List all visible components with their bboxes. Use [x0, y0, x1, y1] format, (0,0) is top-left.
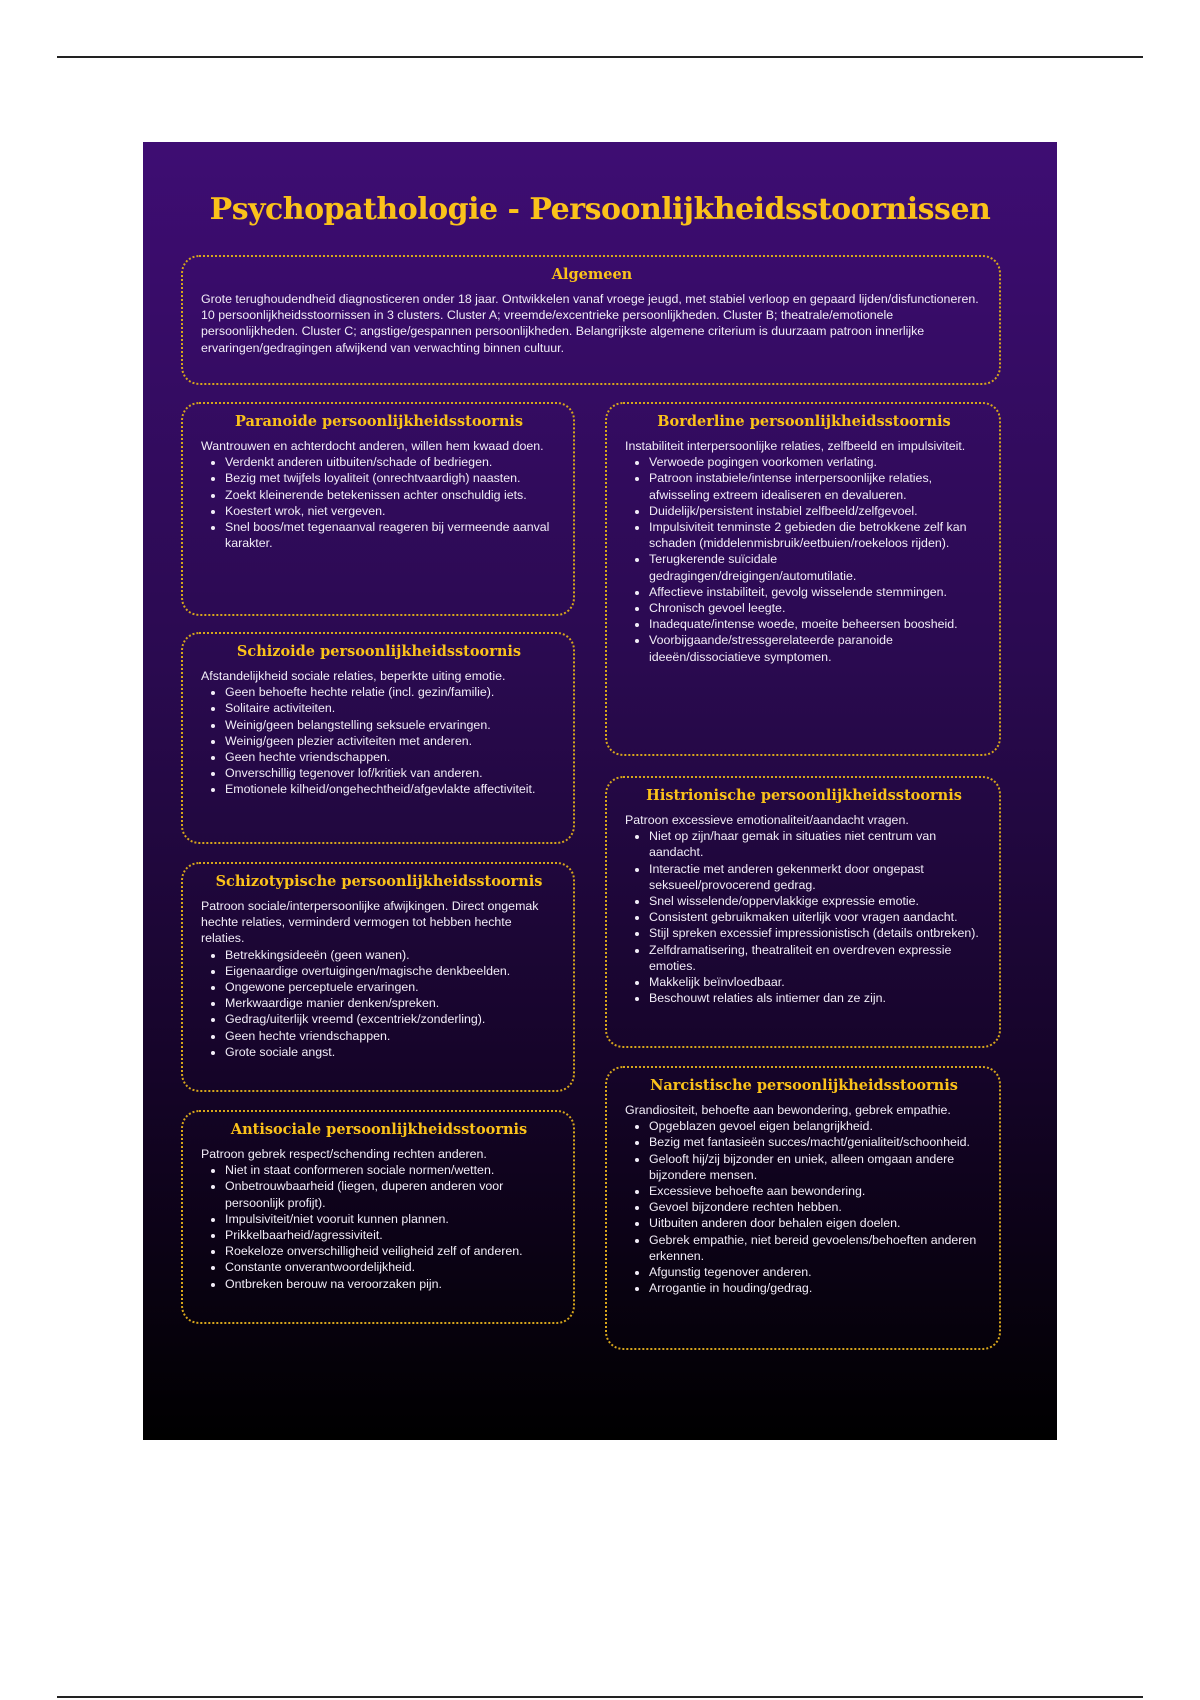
- criteria-list: [625, 828, 983, 1006]
- card-algemeen: [181, 255, 1001, 385]
- criteria-item: • Niet op zijn/haar gemak in situaties niet centrum van aandacht.: [649, 828, 983, 860]
- criteria-item: • Opgeblazen gevoel eigen belangrijkheid.: [649, 1118, 983, 1134]
- criteria-list: [625, 454, 983, 665]
- card-borderline: [605, 402, 1001, 756]
- criteria-item: • Gebrek empathie, niet bereid gevoelens/behoeften anderen erkennen.: [649, 1232, 983, 1264]
- card-intro: Afstandelijkheid sociale relaties, beperkte uiting emotie.: [201, 669, 506, 683]
- criteria-item: • Bezig met twijfels loyaliteit (onrechtvaardigh) naasten.: [225, 470, 557, 486]
- criteria-item: • Emotionele kilheid/ongehechtheid/afgevlakte affectiviteit.: [225, 781, 557, 797]
- card-intro: Grandiositeit, behoefte aan bewondering, gebrek empathie.: [625, 1103, 951, 1117]
- criteria-item: • Affectieve instabiliteit, gevolg wisselende stemmingen.: [649, 584, 983, 600]
- criteria-item: • Grote sociale angst.: [225, 1044, 557, 1060]
- criteria-item: • Verdenkt anderen uitbuiten/schade of bedriegen.: [225, 454, 557, 470]
- criteria-item: • Geen behoefte hechte relatie (incl. gezin/familie).: [225, 684, 557, 700]
- criteria-item: • Koestert wrok, niet vergeven.: [225, 503, 557, 519]
- criteria-item: • Roekeloze onverschilligheid veiligheid zelf of anderen.: [225, 1243, 557, 1259]
- criteria-item: • Solitaire activiteiten.: [225, 700, 557, 716]
- criteria-item: • Duidelijk/persistent instabiel zelfbeeld/zelfgevoel.: [649, 503, 983, 519]
- criteria-item: • Arrogantie in houding/gedrag.: [649, 1280, 983, 1296]
- criteria-item: • Gevoel bijzondere rechten hebben.: [649, 1199, 983, 1215]
- criteria-item: • Afgunstig tegenover anderen.: [649, 1264, 983, 1280]
- poster: [143, 142, 1057, 1440]
- criteria-item: • Prikkelbaarheid/agressiviteit.: [225, 1227, 557, 1243]
- criteria-list: [201, 454, 557, 551]
- criteria-item: • Snel wisselende/oppervlakkige expressie emotie.: [649, 893, 983, 909]
- criteria-item: • Gelooft hij/zij bijzonder en uniek, alleen omgaan andere bijzondere mensen.: [649, 1151, 983, 1183]
- criteria-item: • Weinig/geen belangstelling seksuele ervaringen.: [225, 717, 557, 733]
- criteria-item: • Patroon instabiele/intense interpersoonlijke relaties, afwisseling extreem idealiseren en devalueren.: [649, 470, 983, 502]
- criteria-item: • Ongewone perceptuele ervaringen.: [225, 979, 557, 995]
- criteria-item: • Verwoede pogingen voorkomen verlating.: [649, 454, 983, 470]
- card-schizoide: [181, 632, 575, 844]
- poster-title: Psychopathologie - Persoonlijkheidsstoornissen: [209, 192, 991, 227]
- criteria-item: • Interactie met anderen gekenmerkt door ongepast seksueel/provocerend gedrag.: [649, 861, 983, 893]
- criteria-item: • Merkwaardige manier denken/spreken.: [225, 995, 557, 1011]
- criteria-item: • Constante onverantwoordelijkheid.: [225, 1259, 557, 1275]
- criteria-item: • Impulsiviteit tenminste 2 gebieden die betrokkene zelf kan schaden (middelenmisbruik/eetbuien/roekeloos rijden).: [649, 519, 983, 551]
- card-schizotypische: [181, 862, 575, 1092]
- criteria-item: • Zelfdramatisering, theatraliteit en overdreven expressie emoties.: [649, 942, 983, 974]
- card-intro: Patroon excessieve emotionaliteit/aandacht vragen.: [625, 813, 909, 827]
- criteria-item: • Onbetrouwbaarheid (liegen, duperen anderen voor persoonlijk profijt).: [225, 1178, 557, 1210]
- criteria-item: • Makkelijk beïnvloedbaar.: [649, 974, 983, 990]
- criteria-item: • Niet in staat conformeren sociale normen/wetten.: [225, 1162, 557, 1178]
- criteria-item: • Snel boos/met tegenaanval reageren bij vermeende aanval karakter.: [225, 519, 557, 551]
- card-title: Narcistische persoonlijkheidsstoornis: [650, 1077, 958, 1094]
- card-title: Antisociale persoonlijkheidsstoornis: [230, 1121, 528, 1138]
- criteria-item: • Bezig met fantasieën succes/macht/genialiteit/schoonheid.: [649, 1134, 983, 1150]
- criteria-item: • Ontbreken berouw na veroorzaken pijn.: [225, 1276, 557, 1292]
- header-rule: [57, 56, 1143, 58]
- criteria-item: • Stijl spreken excessief impressionistisch (details ontbreken).: [649, 925, 983, 941]
- criteria-item: • Zoekt kleinerende betekenissen achter onschuldig iets.: [225, 487, 557, 503]
- card-title: Algemeen: [551, 266, 633, 283]
- criteria-item: • Geen hechte vriendschappen.: [225, 1028, 557, 1044]
- criteria-item: • Geen hechte vriendschappen.: [225, 749, 557, 765]
- criteria-item: • Beschouwt relaties als intiemer dan ze zijn.: [649, 990, 983, 1006]
- card-paranoide: [181, 402, 575, 616]
- card-title: Paranoide persoonlijkheidsstoornis: [234, 413, 524, 430]
- card-intro: Patroon sociale/interpersoonlijke afwijkingen. Direct ongemak hechte relaties, verminderd vermogen tot hebben hechte relaties.: [201, 899, 539, 946]
- card-title: Schizotypische persoonlijkheidsstoornis: [215, 873, 543, 890]
- card-text: Grote terughoudendheid diagnosticeren onder 18 jaar. Ontwikkelen vanaf vroege jeugd, met stabiel verloop en gepaard lijden/disfunctioneren. 10 persoonlijkheidsstoornissen in 3 clusters. Cluster A; vreemde/excentrieke persoonlijkheden. Cluster B; theatrale/emotionele persoonlijkheden. Cluster C; angstige/gespannen persoonlijkheden. Belangrijkste algemene criterium is duurzaam patroon innerlijke ervaringen/gedragingen afwijkend van verwachting binnen cultuur.: [201, 292, 979, 355]
- criteria-item: • Onverschillig tegenover lof/kritiek van anderen.: [225, 765, 557, 781]
- criteria-list: [625, 1118, 983, 1296]
- criteria-list: [201, 1162, 557, 1292]
- criteria-list: [201, 684, 557, 797]
- criteria-item: • Voorbijgaande/stressgerelateerde paranoide ideeën/dissociatieve symptomen.: [649, 632, 983, 664]
- criteria-item: • Inadequate/intense woede, moeite beheersen boosheid.: [649, 616, 983, 632]
- card-intro: Patroon gebrek respect/schending rechten anderen.: [201, 1147, 487, 1161]
- card-histrionische: [605, 776, 1001, 1048]
- criteria-item: • Impulsiviteit/niet vooruit kunnen plannen.: [225, 1211, 557, 1227]
- criteria-item: • Excessieve behoefte aan bewondering.: [649, 1183, 983, 1199]
- card-narcistische: [605, 1066, 1001, 1350]
- card-intro: Instabiliteit interpersoonlijke relaties, zelfbeeld en impulsiviteit.: [625, 439, 966, 453]
- card-antisociale: [181, 1110, 575, 1324]
- criteria-item: • Consistent gebruikmaken uiterlijk voor vragen aandacht.: [649, 909, 983, 925]
- criteria-item: • Chronisch gevoel leegte.: [649, 600, 983, 616]
- criteria-item: • Betrekkingsideeën (geen wanen).: [225, 947, 557, 963]
- criteria-item: • Gedrag/uiterlijk vreemd (excentriek/zonderling).: [225, 1011, 557, 1027]
- criteria-list: [201, 947, 557, 1060]
- criteria-item: • Eigenaardige overtuigingen/magische denkbeelden.: [225, 963, 557, 979]
- criteria-item: • Weinig/geen plezier activiteiten met anderen.: [225, 733, 557, 749]
- footer-rule: [57, 1696, 1143, 1698]
- card-title: Histrionische persoonlijkheidsstoornis: [646, 787, 962, 804]
- card-title: Borderline persoonlijkheidsstoornis: [657, 413, 951, 430]
- criteria-item: • Uitbuiten anderen door behalen eigen doelen.: [649, 1215, 983, 1231]
- card-title: Schizoide persoonlijkheidsstoornis: [236, 643, 522, 660]
- card-intro: Wantrouwen en achterdocht anderen, willen hem kwaad doen.: [201, 439, 544, 453]
- criteria-item: • Terugkerende suïcidale gedragingen/dreigingen/automutilatie.: [649, 551, 983, 583]
